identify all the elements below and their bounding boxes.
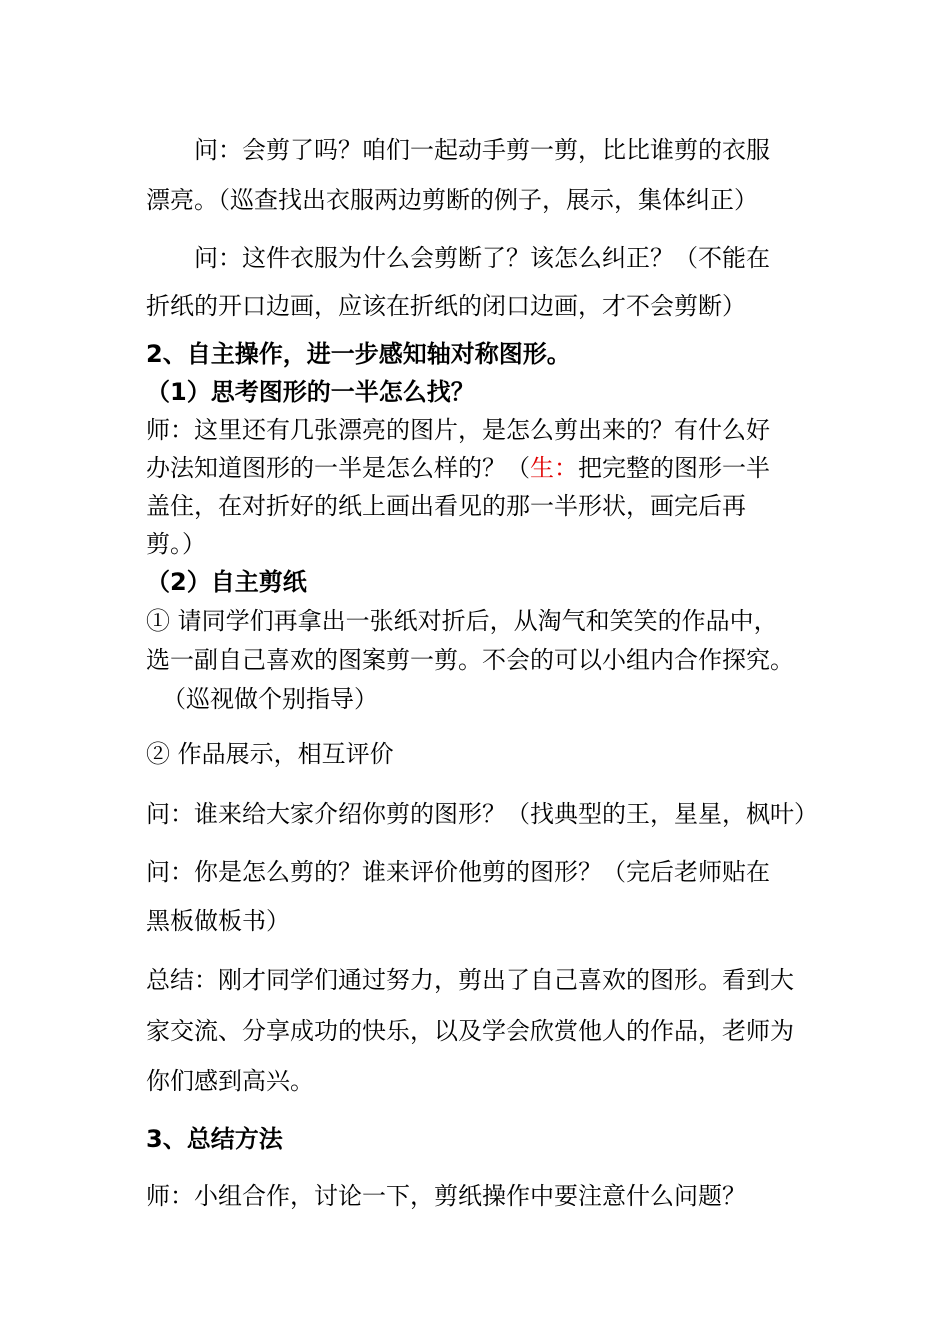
paragraph-text: 盖住，在对折好的纸上画出看见的那一半形状，画完后再 [146, 492, 746, 520]
paragraph-text: 师：这里还有几张漂亮的图片，是怎么剪出来的？有什么好 [146, 416, 770, 444]
section-heading: 2、自主操作，进一步感知轴对称图形。 [146, 340, 571, 368]
subsection-heading: （1）思考图形的一半怎么找？ [146, 378, 475, 406]
paragraph-text: 问：你是怎么剪的？谁来评价他剪的图形？（完后老师贴在 [146, 858, 770, 886]
paragraph-text: 总结：刚才同学们通过努力，剪出了自己喜欢的图形。看到大 [146, 966, 794, 994]
paragraph-text: 折纸的开口边画，应该在折纸的闭口边画，才不会剪断） [146, 292, 746, 320]
paragraph-text: 剪。） [146, 530, 206, 558]
paragraph-text: （巡视做个别指导） [162, 685, 378, 713]
paragraph-text: 黑板做板书） [146, 907, 290, 935]
paragraph-text: 问：这件衣服为什么会剪断了？该怎么纠正？（不能在 [194, 244, 770, 272]
paragraph-text: ① 请同学们再拿出一张纸对折后，从淘气和笑笑的作品中， [146, 607, 778, 635]
paragraph-text: 你们感到高兴。 [146, 1067, 314, 1095]
paragraph-text: 师：小组合作，讨论一下，剪纸操作中要注意什么问题？ [146, 1182, 746, 1210]
paragraph-text: ② 作品展示，相互评价 [146, 740, 394, 768]
paragraph-text [146, 453, 770, 483]
student-label: 生： [530, 454, 578, 482]
paragraph-text: 问：谁来给大家介绍你剪的图形？（找典型的王，星星，枫叶） [146, 800, 818, 828]
paragraph-text: 选一副自己喜欢的图案剪一剪。不会的可以小组内合作探究。 [146, 646, 794, 674]
text-run: 把完整的图形一半 [578, 454, 770, 482]
paragraph-text: 问：会剪了吗？咱们一起动手剪一剪，比比谁剪的衣服 [194, 136, 770, 164]
paragraph-text: 家交流、分享成功的快乐，以及学会欣赏他人的作品，老师为 [146, 1017, 794, 1045]
subsection-heading: （2）自主剪纸 [146, 568, 307, 596]
text-run: 办法知道图形的一半是怎么样的？（ [146, 454, 530, 482]
paragraph-text: 漂亮。（巡查找出衣服两边剪断的例子，展示，集体纠正） [146, 186, 758, 214]
section-heading: 3、总结方法 [146, 1125, 283, 1153]
